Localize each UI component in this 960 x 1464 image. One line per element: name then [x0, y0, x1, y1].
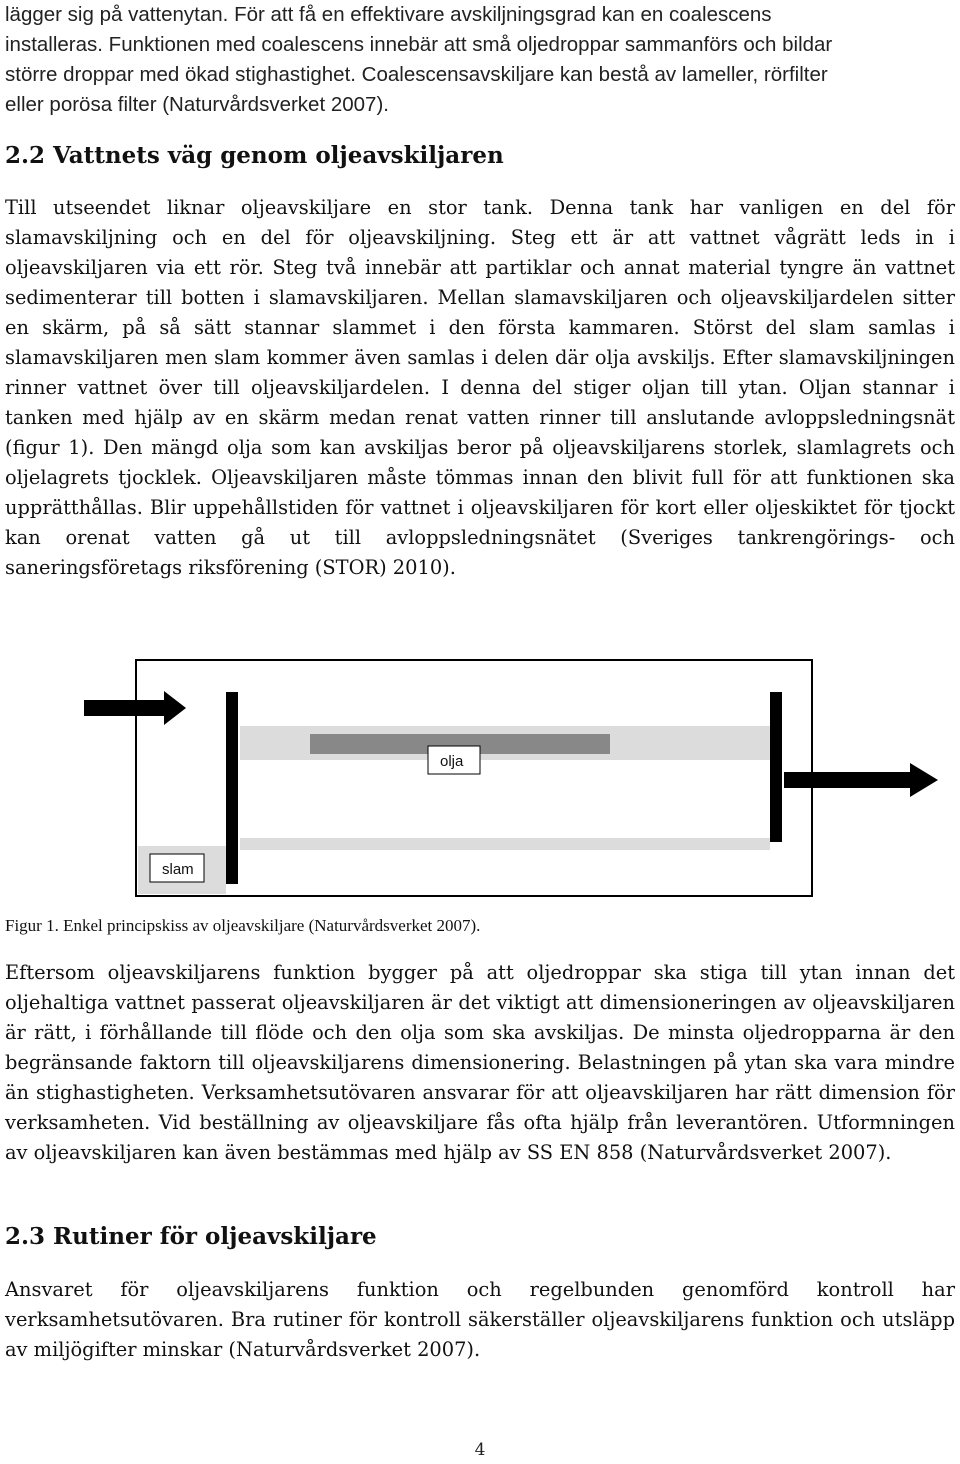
intro-line-2: installeras. Funktionen med coalescens innebär att små oljedroppar sammanförs och bildar: [5, 33, 833, 56]
section-heading-2-3: 2.3 Rutiner för oljeavskiljare: [5, 1223, 377, 1250]
oil-label: olja: [440, 753, 464, 770]
intro-line-4: eller porösa filter (Naturvårdsverket 2007).: [5, 93, 389, 116]
sludge-screen: [226, 692, 238, 884]
sludge-label: slam: [162, 861, 194, 878]
intro-line-1: lägger sig på vattenytan. För att få en effektivare avskiljningsgrad kan en coalescens: [5, 3, 772, 26]
oil-separator-figure: [70, 660, 960, 910]
oil-separator-diagram: [70, 660, 960, 910]
intro-line-3: större droppar med ökad stighastighet. Coalescensavskiljare kan bestå av lameller, rörfilter: [5, 63, 828, 86]
section-heading-2-2: 2.2 Vattnets väg genom oljeavskiljaren: [5, 142, 504, 169]
section-2-3-body: Ansvaret för oljeavskiljarens funktion och regelbunden genomförd kontroll har verksamhetsutövaren. Bra rutiner för kontroll säkerställer oljeavskiljarens funktion och utsläpp av miljögifter minskar (Naturvårdsverket 2007).: [5, 1278, 955, 1361]
lower-chamber-space: [240, 850, 770, 886]
figure-caption: Figur 1. Enkel principskiss av oljeavskiljare (Naturvårdsverket 2007).: [5, 916, 481, 935]
lower-chamber-band: [240, 838, 770, 850]
section-2-2-body: Till utseendet liknar oljeavskiljare en stor tank. Denna tank har vanligen en del för slamavskiljning och en del för oljeavskiljning. Steg ett är att vattnet vågrätt leds in i oljeavskiljaren via ett rör. Steg två innebär att partiklar och annat material tyngre än vattnet sedimenterar till botten i slamavskiljaren. Mellan slamavskiljaren och oljeavskiljardelen sitter en skärm, på så sätt stannar slammet i den första kammaren. Störst del slam samlas i slamavskiljaren men slam kommer även samlas i delen där olja avskiljs. Efter slamavskiljningen rinner vattnet över till oljeavskiljardelen. I denna del stiger oljan till ytan. Oljan stannar i tanken med hjälp av en skärm medan renat vatten rinner till anslutande avloppsledningsnät (figur 1). Den mängd olja som kan avskiljas beror på oljeavskiljarens storlek, slamlagrets och oljelagrets tjocklek. Oljeavskiljaren måste tömmas innan den blivit full för att funktionen ska upprätthållas. Blir uppehållstiden för vattnet i oljeavskiljaren för kort eller oljeskiktet för tjockt kan orenat vatten gå ut till avloppsledningsnätet (Sveriges tankrengörings- och saneringsföretags riksförening (STOR) 2010).: [5, 196, 955, 579]
oil-screen: [770, 692, 782, 842]
dimensioning-paragraph: Eftersom oljeavskiljarens funktion bygger på att oljedroppar ska stiga till ytan innan det oljehaltiga vattnet passerat oljeavskiljaren är det viktigt att dimensioneringen av oljeavskiljaren är rätt, i förhållande till flöde och den olja som ska avskiljas. De minsta oljedropparna är den begränsande faktorn till oljeavskiljarens dimensionering. Belastningen på ytan ska vara mindre än stighastigheten. Verksamhetsutövaren ansvarar för att oljeavskiljaren har rätt dimension för verksamheten. Vid beställning av oljeavskiljare fås ofta hjälp från leverantören. Utformningen av oljeavskiljaren kan även bestämmas med hjälp av SS EN 858 (Naturvårdsverket 2007).: [5, 961, 955, 1164]
page-number: 4: [474, 1440, 486, 1460]
